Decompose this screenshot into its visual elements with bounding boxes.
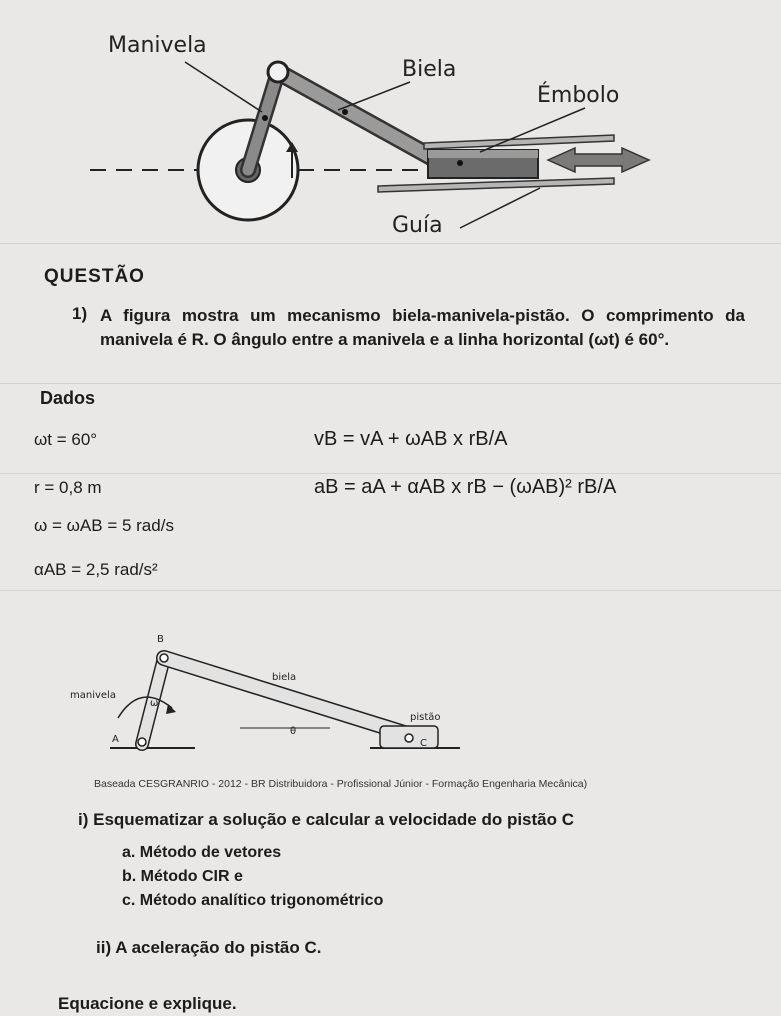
label-c: C bbox=[420, 738, 427, 749]
label-b: B bbox=[157, 634, 164, 645]
given-alpha: αAB = 2,5 rad/s² bbox=[34, 560, 158, 579]
rod-dot bbox=[342, 109, 348, 115]
guide-bottom bbox=[378, 178, 614, 192]
paper-line bbox=[0, 383, 781, 384]
figure-caption: Baseada CESGRANRIO - 2012 - BR Distribuidora - Profissional Júnior - Formação Engenharia Mecânica) bbox=[94, 778, 588, 790]
label-biela: Biela bbox=[402, 57, 457, 82]
joint-c bbox=[405, 734, 413, 742]
guide-top bbox=[424, 135, 614, 149]
label-biela-small: biela bbox=[272, 672, 297, 683]
label-guia: Guía bbox=[392, 213, 443, 238]
joint-b bbox=[160, 654, 168, 662]
paper-line bbox=[0, 590, 781, 591]
leader-guia bbox=[460, 188, 540, 228]
closing-instruction: Equacione e explique. bbox=[58, 994, 237, 1013]
given-r: r = 0,8 m bbox=[34, 478, 102, 497]
leader-embolo bbox=[480, 108, 585, 152]
velocity-equation: vB = vA + ωAB x rB/A bbox=[314, 428, 508, 450]
part-i-title: i) Esquematizar a solução e calcular a velocidade do pistão C bbox=[78, 810, 575, 829]
leader-biela bbox=[338, 82, 410, 110]
piston-pin bbox=[457, 160, 463, 166]
given-wt: ωt = 60° bbox=[34, 430, 98, 449]
crank-dot bbox=[262, 115, 268, 121]
given-omega: ω = ωAB = 5 rad/s bbox=[34, 516, 174, 535]
part-ii-title: ii) A aceleração do pistão C. bbox=[96, 938, 322, 957]
label-manivela: Manivela bbox=[108, 33, 207, 58]
paper-line bbox=[0, 473, 781, 474]
label-theta: θ bbox=[290, 726, 297, 737]
mechanism-schematic bbox=[0, 620, 781, 780]
option-a: a. Método de vetores bbox=[122, 844, 282, 861]
connecting-rod-fill bbox=[278, 72, 440, 162]
label-a: A bbox=[112, 734, 119, 745]
acceleration-equation: aB = aA + αAB x rB − (ωAB)² rB/A bbox=[314, 476, 617, 498]
option-c: c. Método analítico trigonométrico bbox=[122, 892, 384, 909]
question-title: QUESTÃO bbox=[44, 266, 145, 287]
given-title: Dados bbox=[40, 388, 96, 408]
label-omega: ω bbox=[150, 698, 159, 709]
leader-manivela bbox=[185, 62, 262, 112]
option-b: b. Método CIR e bbox=[122, 868, 243, 885]
crank-pin bbox=[268, 62, 288, 82]
double-arrow bbox=[548, 148, 649, 172]
label-manivela-small: manivela bbox=[70, 690, 116, 701]
mechanism-illustration bbox=[0, 0, 781, 250]
question-statement: A figura mostra um mecanismo biela-manivela-pistão. O comprimento da manivela é R. O ângulo entre a manivela e a linha horizontal (ωt) é 60°. bbox=[100, 306, 745, 349]
label-pistao: pistão bbox=[410, 712, 441, 723]
question-number: 1) bbox=[72, 304, 88, 323]
label-embolo: Émbolo bbox=[537, 83, 620, 108]
joint-a bbox=[138, 738, 146, 746]
